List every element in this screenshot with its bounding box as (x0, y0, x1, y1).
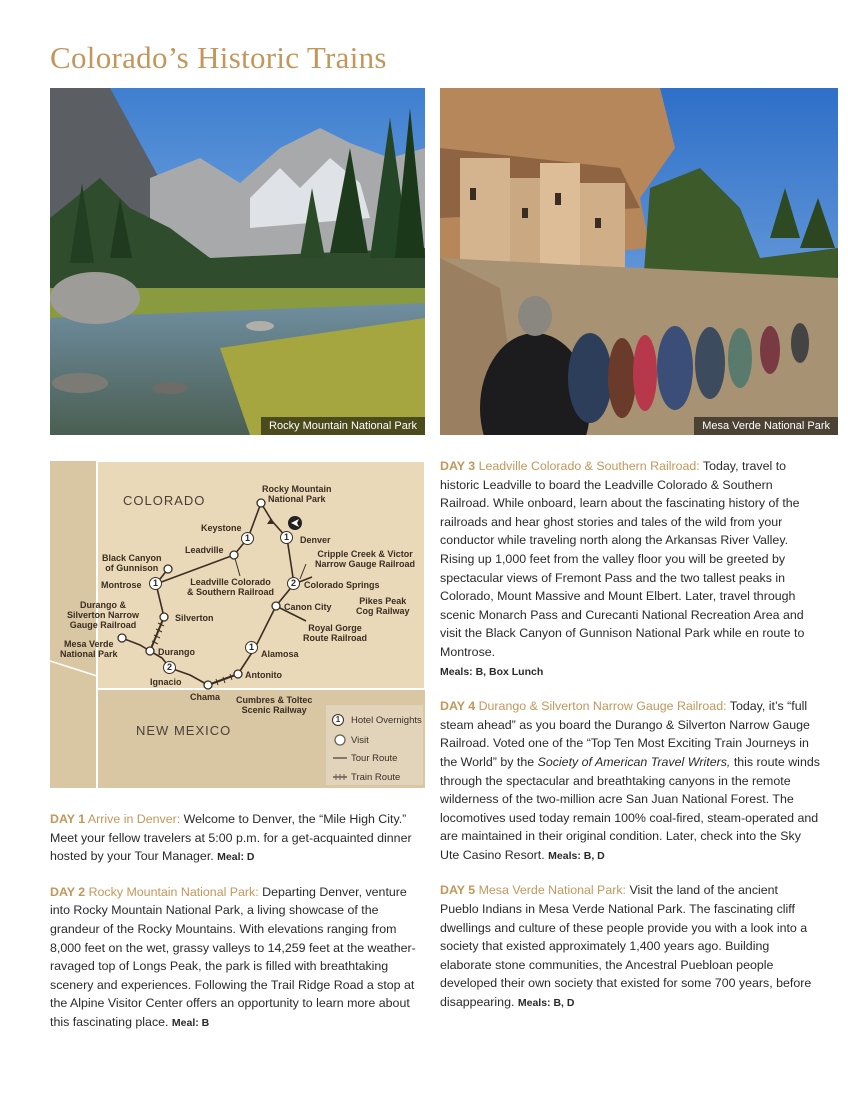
day-4-meals: Meals: B, D (548, 849, 605, 862)
state-label-colorado: COLORADO (123, 493, 206, 508)
label-durango: Durango (158, 647, 195, 657)
day-2-title: Rocky Mountain National Park: (88, 884, 259, 899)
label-colorado-springs: Colorado Springs (304, 580, 380, 590)
day-5 (440, 881, 820, 1012)
day-3-number: DAY 3 (440, 459, 476, 473)
label-durango-silverton: Durango & Silverton Narrow Gauge Railroad (67, 600, 140, 630)
day-3 (440, 457, 820, 681)
day-3-meals: Meals: B, Box Lunch (440, 665, 544, 678)
day-2 (50, 883, 430, 1033)
rocky-mountain-photo (50, 88, 425, 435)
state-label-new-mexico: NEW MEXICO (136, 723, 232, 738)
hotel-marker-colorado-springs: 2 (287, 577, 300, 590)
label-chama: Chama (190, 692, 221, 702)
label-cumbres: Cumbres & Toltec Scenic Railway (236, 695, 313, 715)
label-keystone: Keystone (201, 523, 242, 533)
label-leadville: Leadville (185, 545, 224, 555)
hotel-marker-montrose: 1 (149, 577, 162, 590)
day-1 (50, 810, 430, 867)
legend-hotel-label: Hotel Overnights (351, 715, 422, 726)
legend-visit-label: Visit (351, 735, 369, 746)
route-map (50, 461, 425, 788)
day-2-text: Departing Denver, venture into Rocky Mountain National Park, a living showcase of the grandeur of the Rocky Mountains. With elevations ranging from 8,000 feet on the wet, grassy valleys to 14,259 feet at the weather-ravaged top of Longs Peak, the park is filled with breathtaking scenery and experiences. Following the Trail Ridge Road a stop at the Alpine Visitor Center offers an opportunity to learn more about this fascinating place. (50, 884, 416, 1029)
day-3-title: Leadville Colorado & Southern Railroad: (478, 459, 700, 473)
hotel-marker-denver: 1 (280, 531, 293, 544)
day-4-text: Today, it’s “full steam ahead” as you board the Durango & Silverton Narrow Gauge Railroad. Voted one of the “Top Ten Most Exciting Train Journeys in the World” by the (440, 699, 810, 769)
day-5-title: Mesa Verde National Park: (478, 883, 626, 898)
day-4-number: DAY 4 (440, 699, 476, 714)
day-3-text: Today, travel to historic Leadville to board the Leadville Colorado & Southern Railroad. While onboard, learn about the fascinating history of the railroads and hear ghost stories and tales of the wild from your conductor while traveling north along the Arkansas River Valley. Rising up 1,000 feet from the valley floor you will be greeted by spectacular views of Fremont Pass and the two tallest peaks in Colorado, Mount Massive and Mount Elbert. Later, travel through scenic Monarch Pass and Curecanti National Recreation Area and visit the Black Canyon of Gunnison National Park while en route to Montrose. (440, 459, 805, 659)
day-1-number: DAY 1 (50, 812, 86, 826)
page-title: Colorado’s Historic Trains (50, 40, 387, 75)
day-1-text: Welcome to Denver, the “Mile High City.” Meet your fellow travelers at 5:00 p.m. for a get-acquainted dinner hosted by your Tour Manager. (50, 812, 412, 864)
day-5-number: DAY 5 (440, 883, 476, 898)
label-leadville-railroad: Leadville Colorado & Southern Railroad (187, 577, 275, 597)
day-4-italic: Society of American Travel Writers, (537, 754, 731, 769)
hotel-marker-alamosa: 1 (245, 641, 258, 654)
legend-tour-route-label: Tour Route (351, 753, 398, 764)
legend-hotel-marker: 1 (332, 714, 344, 726)
day-5-meals: Meals: B, D (517, 997, 575, 1010)
mesa-verde-caption: Mesa Verde National Park (694, 417, 838, 435)
itinerary-right-column (440, 457, 820, 1029)
day-2-number: DAY 2 (50, 884, 86, 899)
label-denver: Denver (300, 535, 331, 545)
day-1-title: Arrive in Denver: (87, 812, 181, 826)
day-1-meals: Meal: D (217, 851, 255, 864)
rocky-mountain-caption: Rocky Mountain National Park (261, 417, 425, 435)
day-5-text: Visit the land of the ancient Pueblo Indians in Mesa Verde National Park. The fascinating cliff dwellings and culture of these people provide you with a look into a society that existed approximately 1,400 years ago. Building elaborate stone communities, the Ancestral Puebloan people developed their own society that existed for some 700 years, before disappearing. (440, 883, 812, 1010)
label-montrose: Montrose (101, 580, 142, 590)
map-legend (325, 704, 421, 784)
label-silverton: Silverton (175, 613, 214, 623)
day-4-title: Durango & Silverton Narrow Gauge Railroad: (478, 699, 727, 714)
label-alamosa: Alamosa (261, 649, 299, 659)
label-royal-gorge: Royal Gorge Route Railroad (303, 623, 368, 643)
label-mesa-verde: Mesa Verde National Park (60, 639, 118, 659)
label-rocky-mountain: Rocky Mountain National Park (262, 484, 332, 504)
label-canon-city: Canon City (284, 602, 332, 612)
day-4-text-after: this route winds through the spectacular and breathtaking canyons in the remote wilderness of the two-million acre San Juan National Forest. The locomotives used today remain 100% coal-fired, steam-operated and are maintained in their original condition. Later, check into the Sky Ute Casino Resort. (440, 754, 820, 862)
label-antonito: Antonito (245, 670, 282, 680)
hotel-marker-ignacio: 2 (163, 661, 176, 674)
day-2-meals: Meal: B (171, 1016, 210, 1029)
itinerary-left-column (50, 810, 430, 1049)
legend-train-route-label: Train Route (351, 772, 401, 783)
mesa-verde-photo (440, 88, 838, 435)
hotel-marker-keystone: 1 (241, 532, 254, 545)
label-pikes-peak: Pikes Peak Cog Railway (356, 596, 410, 616)
label-black-canyon: Black Canyon of Gunnison (102, 553, 162, 573)
day-4 (440, 697, 820, 865)
label-ignacio: Ignacio (150, 677, 182, 687)
label-cripple-creek: Cripple Creek & Victor Narrow Gauge Railroad (315, 549, 416, 569)
